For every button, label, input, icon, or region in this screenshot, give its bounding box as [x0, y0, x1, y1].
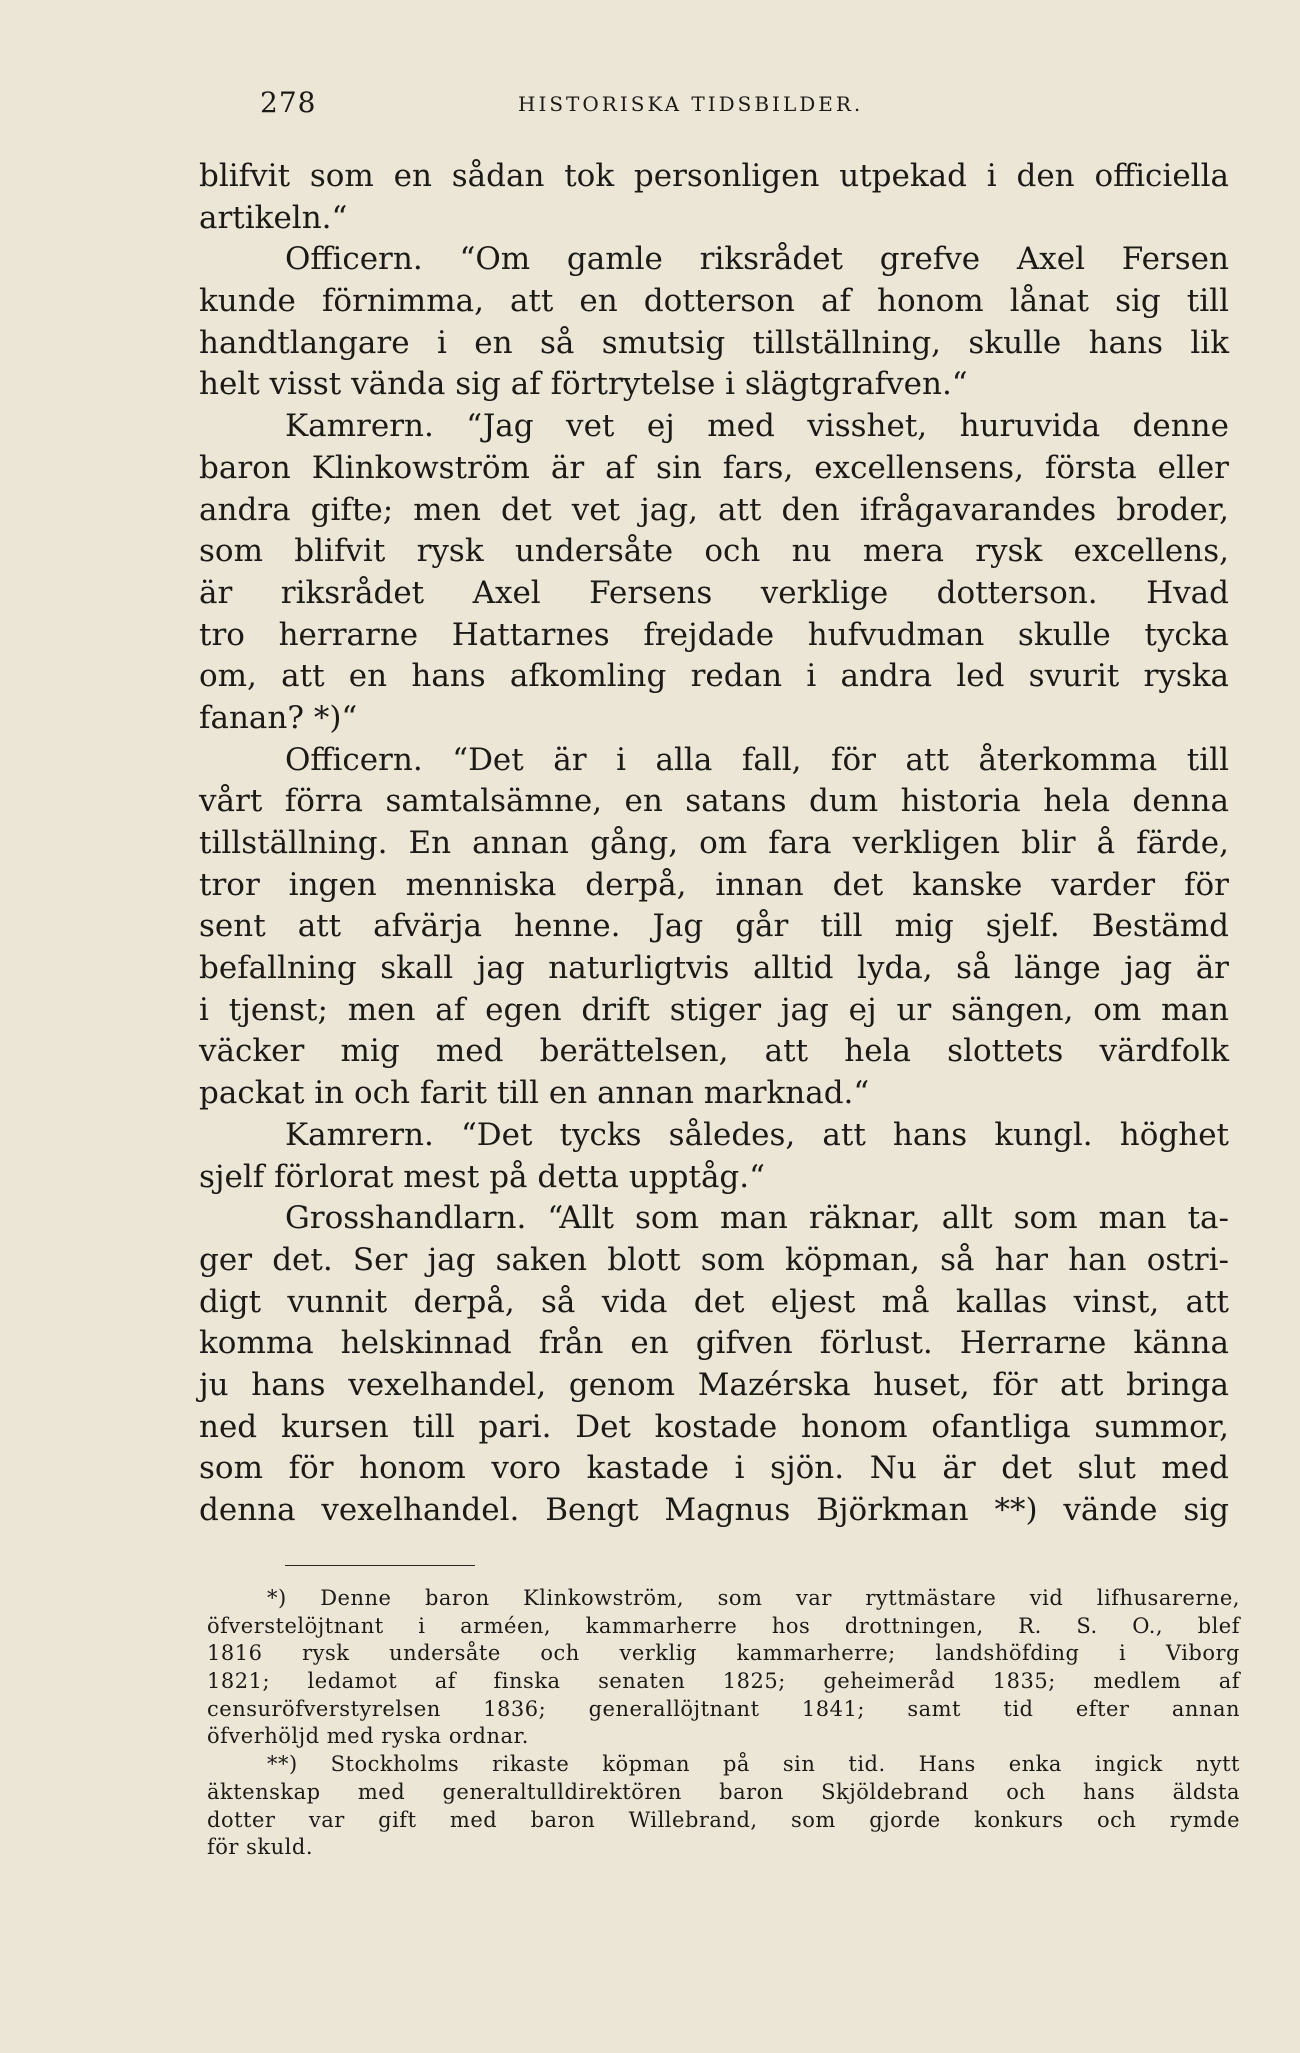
text-line: baron Klinkowström är af sin fars, excellensens, första eller — [199, 449, 1229, 486]
text-line: som för honom voro kastade i sjön. Nu är det slut med — [199, 1450, 1229, 1487]
text-line: tro herrarne Hattarnes frejdade hufvudman skulle tycka — [199, 616, 1229, 653]
text-line: vårt förra samtalsämne, en satans dum historia hela denna — [199, 783, 1229, 820]
text-line: andra gifte; men det vet jag, att den ifrågavarandes broder, — [199, 491, 1229, 528]
footnote-line: **) Stockholms rikaste köpman på sin tid. Hans enka ingick nytt — [267, 1752, 1240, 1777]
text-line: komma helskinnad från en gifven förlust. Herrarne känna — [199, 1325, 1229, 1362]
text-line: sent att afvärja henne. Jag går till mig sjelf. Bestämd — [199, 908, 1229, 945]
text-line: ned kursen till pari. Det kostade honom ofantliga summor, — [199, 1408, 1229, 1445]
footnote-line: öfverstelöjtnant i arméen, kammarherre hos drottningen, R. S. O., blef — [207, 1613, 1240, 1638]
text-line: ju hans vexelhandel, genom Mazérska huset, för att bringa — [199, 1366, 1229, 1403]
text-line: helt visst vända sig af förtrytelse i slägtgrafven.“ — [199, 366, 968, 403]
page-header — [200, 86, 1220, 126]
text-line: Officern. “Det är i alla fall, för att återkomma till — [285, 741, 1229, 778]
text-line: handtlangare i en så smutsig tillställning, skulle hans lik — [199, 324, 1229, 361]
text-line: befallning skall jag naturligtvis alltid lyda, så länge jag är — [199, 950, 1229, 987]
text-line: fanan? *)“ — [199, 699, 358, 736]
text-line: om, att en hans afkomling redan i andra led svurit ryska — [199, 658, 1229, 695]
running-head: HISTORISKA TIDSBILDER. — [518, 92, 864, 116]
text-line: kunde förnimma, att en dotterson af honom lånat sig till — [199, 283, 1229, 320]
footnote-line: äktenskap med generaltulldirektören baron Skjöldebrand och hans äldsta — [207, 1779, 1240, 1804]
text-line: som blifvit rysk undersåte och nu mera rysk excellens, — [199, 533, 1229, 570]
text-line: ger det. Ser jag saken blott som köpman, så har han ostri- — [199, 1241, 1229, 1278]
text-line: artikeln.“ — [199, 199, 348, 236]
text-line: är riksrådet Axel Fersens verklige dotterson. Hvad — [199, 574, 1229, 611]
text-line: Kamrern. “Det tycks således, att hans kungl. höghet — [285, 1116, 1229, 1153]
text-line: Officern. “Om gamle riksrådet grefve Axel Fersen — [285, 241, 1229, 278]
text-line: väcker mig med berättelsen, att hela slottets värdfolk — [199, 1033, 1229, 1070]
text-line: blifvit som en sådan tok personligen utpekad i den officiella — [199, 158, 1229, 194]
footnote-line: censuröfverstyrelsen 1836; generallöjtnant 1841; samt tid efter annan — [207, 1696, 1240, 1721]
body-text — [199, 156, 1229, 1532]
footnote-line: för skuld. — [207, 1835, 313, 1860]
footnote-divider — [285, 1565, 475, 1566]
text-line: packat in och farit till en annan marknad.“ — [199, 1075, 870, 1112]
footnotes — [207, 1585, 1240, 1862]
text-line: denna vexelhandel. Bengt Magnus Björkman **) vände sig — [199, 1492, 1229, 1528]
text-line: tror ingen menniska derpå, innan det kanske varder för — [199, 866, 1229, 903]
text-line: digt vunnit derpå, så vida det eljest må kallas vinst, att — [199, 1283, 1229, 1320]
page-number: 278 — [260, 86, 317, 119]
footnote-line: 1821; ledamot af finska senaten 1825; geheimeråd 1835; medlem af — [207, 1669, 1240, 1694]
text-line: i tjenst; men af egen drift stiger jag ej ur sängen, om man — [199, 991, 1229, 1028]
footnote-line: 1816 rysk undersåte och verklig kammarherre; landshöfding i Viborg — [207, 1641, 1240, 1666]
footnote-line: *) Denne baron Klinkowström, som var ryttmästare vid lifhusarerne, — [267, 1586, 1240, 1610]
text-line: Kamrern. “Jag vet ej med visshet, huruvida denne — [285, 408, 1229, 445]
text-line: tillställning. En annan gång, om fara verkligen blir å färde, — [199, 825, 1229, 861]
footnote-line: dotter var gift med baron Willebrand, som gjorde konkurs och rymde — [207, 1807, 1240, 1832]
text-line: sjelf förlorat mest på detta upptåg.“ — [199, 1158, 765, 1195]
footnote-line: öfverhöljd med ryska ordnar. — [207, 1724, 529, 1749]
text-line: Grosshandlarn. “Allt som man räknar, allt som man ta- — [285, 1200, 1229, 1237]
